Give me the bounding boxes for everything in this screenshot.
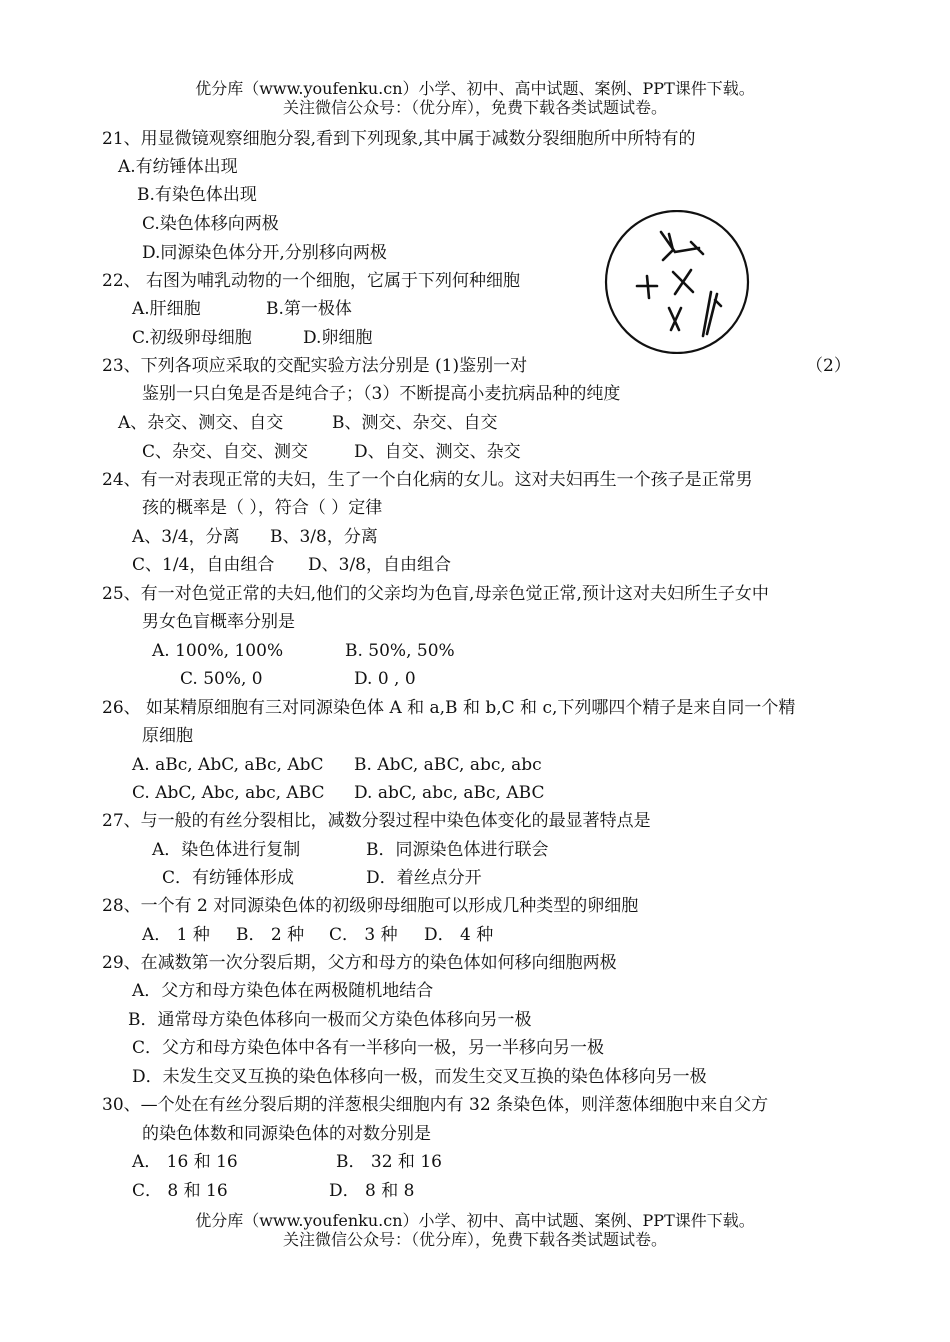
question-27-option-a: A．染色体进行复制 bbox=[152, 840, 301, 860]
question-21-option-c: C.染色体移向两极 bbox=[142, 214, 279, 234]
question-21-option-d: D.同源染色体分开,分别移向两极 bbox=[142, 243, 387, 263]
question-30-stem-line-2: 的染色体数和同源染色体的对数分别是 bbox=[142, 1124, 431, 1144]
question-29-option-a: A．父方和母方染色体在两极随机地结合 bbox=[132, 981, 434, 1001]
question-28-option-a: A． 1 种 bbox=[142, 925, 210, 945]
question-30-option-a: A． 16 和 16 bbox=[132, 1152, 238, 1172]
question-21-option-a: A.有纺锤体出现 bbox=[118, 157, 238, 177]
question-26-option-b: B. AbC, aBC, abc, abc bbox=[354, 755, 542, 775]
question-27-option-b: B．同源染色体进行联会 bbox=[366, 840, 549, 860]
question-26-option-d: D. abC, abc, aBc, ABC bbox=[354, 783, 545, 803]
question-25-option-c: C. 50%, 0 bbox=[180, 669, 263, 689]
question-21-option-b: B.有染色体出现 bbox=[137, 185, 257, 205]
question-26-option-c: C. AbC, Abc, abc, ABC bbox=[132, 783, 325, 803]
chromosome-top-1 bbox=[661, 232, 699, 252]
question-24-stem: 24、有一对表现正常的夫妇，生了一个白化病的女儿。这对夫妇再生一个孩子是正常男 bbox=[102, 470, 753, 490]
question-22-option-d: D.卵细胞 bbox=[303, 328, 373, 348]
question-28-option-b: B． 2 种 bbox=[236, 925, 305, 945]
question-27-stem: 27、与一般的有丝分裂相比，减数分裂过程中染色体变化的最显著特点是 bbox=[102, 811, 651, 831]
question-25-option-d: D. 0 , 0 bbox=[354, 669, 416, 689]
question-23-stem-line-2: 鉴别一只白兔是否是纯合子；（3）不断提高小麦抗病品种的纯度 bbox=[142, 384, 621, 404]
chromosome-center-2 bbox=[675, 270, 691, 294]
question-22-option-b: B.第一极体 bbox=[266, 299, 352, 319]
question-29-option-d: D．未发生交叉互换的染色体移向一极，而发生交叉互换的染色体移向另一极 bbox=[132, 1067, 707, 1087]
chromosome-left-2 bbox=[647, 276, 649, 298]
question-23-option-a: A、杂交、测交、自交 bbox=[118, 413, 284, 433]
question-21-stem: 21、用显微镜观察细胞分裂,看到下列现象,其中属于减数分裂细胞所中所特有的 bbox=[102, 129, 696, 149]
question-24-option-c: C、1/4，自由组合 bbox=[132, 555, 275, 575]
question-23-stem: 23、下列各项应采取的交配实验方法分别是 (1)鉴别一对 bbox=[102, 356, 528, 376]
question-24-option-d: D、3/8，自由组合 bbox=[308, 555, 451, 575]
question-27-option-c: C．有纺锤体形成 bbox=[162, 868, 295, 888]
question-22-stem: 22、 右图为哺乳动物的一个细胞，它属于下列何种细胞 bbox=[102, 271, 521, 291]
footer-line-1: 优分库（www.youfenku.cn）小学、初中、高中试题、案例、PPT课件下载。 bbox=[195, 1211, 755, 1230]
question-29-stem: 29、在减数第一次分裂后期，父方和母方的染色体如何移向细胞两极 bbox=[102, 953, 617, 973]
header-line-2: 关注微信公众号：（优分库），免费下载各类试题试卷。 bbox=[282, 98, 667, 117]
question-26-stem: 26、 如某精原细胞有三对同源染色体 A 和 a,B 和 b,C 和 c,下列哪四个精子是来自同一个精 bbox=[102, 698, 796, 718]
question-29-option-b: B．通常母方染色体移向一极而父方染色体移向另一极 bbox=[128, 1010, 532, 1030]
figure-overlap-mask bbox=[582, 356, 602, 378]
question-28-option-d: D． 4 种 bbox=[424, 925, 494, 945]
question-25-option-a: A. 100%, 100% bbox=[152, 641, 284, 661]
question-30-stem: 30、—个处在有丝分裂后期的洋葱根尖细胞内有 32 条染色体，则洋葱体细胞中来自父方 bbox=[102, 1095, 769, 1115]
question-24-option-a: A、3/4，分离 bbox=[132, 527, 240, 547]
cell-membrane bbox=[606, 211, 748, 353]
question-27-option-d: D．着丝点分开 bbox=[366, 868, 482, 888]
footer-line-2: 关注微信公众号：（优分库），免费下载各类试题试卷。 bbox=[282, 1230, 667, 1249]
question-22-option-a: A.肝细胞 bbox=[132, 299, 201, 319]
mammal-cell-diagram bbox=[603, 210, 751, 354]
chromosome-bottom-1 bbox=[669, 308, 679, 330]
question-29-option-c: C．父方和母方染色体中各有一半移向一极，另一半移向另一极 bbox=[132, 1038, 605, 1058]
chromosome-bottom-2 bbox=[671, 308, 681, 330]
question-23-option-b: B、测交、杂交、自交 bbox=[332, 413, 498, 433]
question-30-option-b: B． 32 和 16 bbox=[336, 1152, 442, 1172]
question-28-stem: 28、一个有 2 对同源染色体的初级卵母细胞可以形成几种类型的卵细胞 bbox=[102, 896, 639, 916]
question-25-stem-line-2: 男女色盲概率分别是 bbox=[142, 612, 295, 632]
question-30-option-d: D． 8 和 8 bbox=[329, 1181, 415, 1201]
question-30-option-c: C． 8 和 16 bbox=[132, 1181, 228, 1201]
question-25-stem: 25、有一对色觉正常的夫妇,他们的父亲均为色盲,母亲色觉正常,预计这对夫妇所生子女中 bbox=[102, 584, 769, 604]
question-28-option-c: C． 3 种 bbox=[329, 925, 398, 945]
question-24-option-b: B、3/8，分离 bbox=[270, 527, 378, 547]
question-26-stem-line-2: 原细胞 bbox=[142, 726, 193, 746]
question-26-option-a: A. aBc, AbC, aBc, AbC bbox=[132, 755, 324, 775]
question-25-option-b: B. 50%, 50% bbox=[345, 641, 455, 661]
question-23-option-d: D、自交、测交、杂交 bbox=[354, 442, 521, 462]
header-line-1: 优分库（www.youfenku.cn）小学、初中、高中试题、案例、PPT课件下载。 bbox=[195, 79, 755, 98]
question-23-stem-tail: （2） bbox=[806, 356, 851, 376]
question-22-option-c: C.初级卵母细胞 bbox=[132, 328, 252, 348]
chromosomes bbox=[637, 232, 721, 336]
question-23-option-c: C、杂交、自交、测交 bbox=[142, 442, 309, 462]
question-24-stem-line-2: 孩的概率是（ ），符合（ ）定律 bbox=[142, 498, 383, 518]
